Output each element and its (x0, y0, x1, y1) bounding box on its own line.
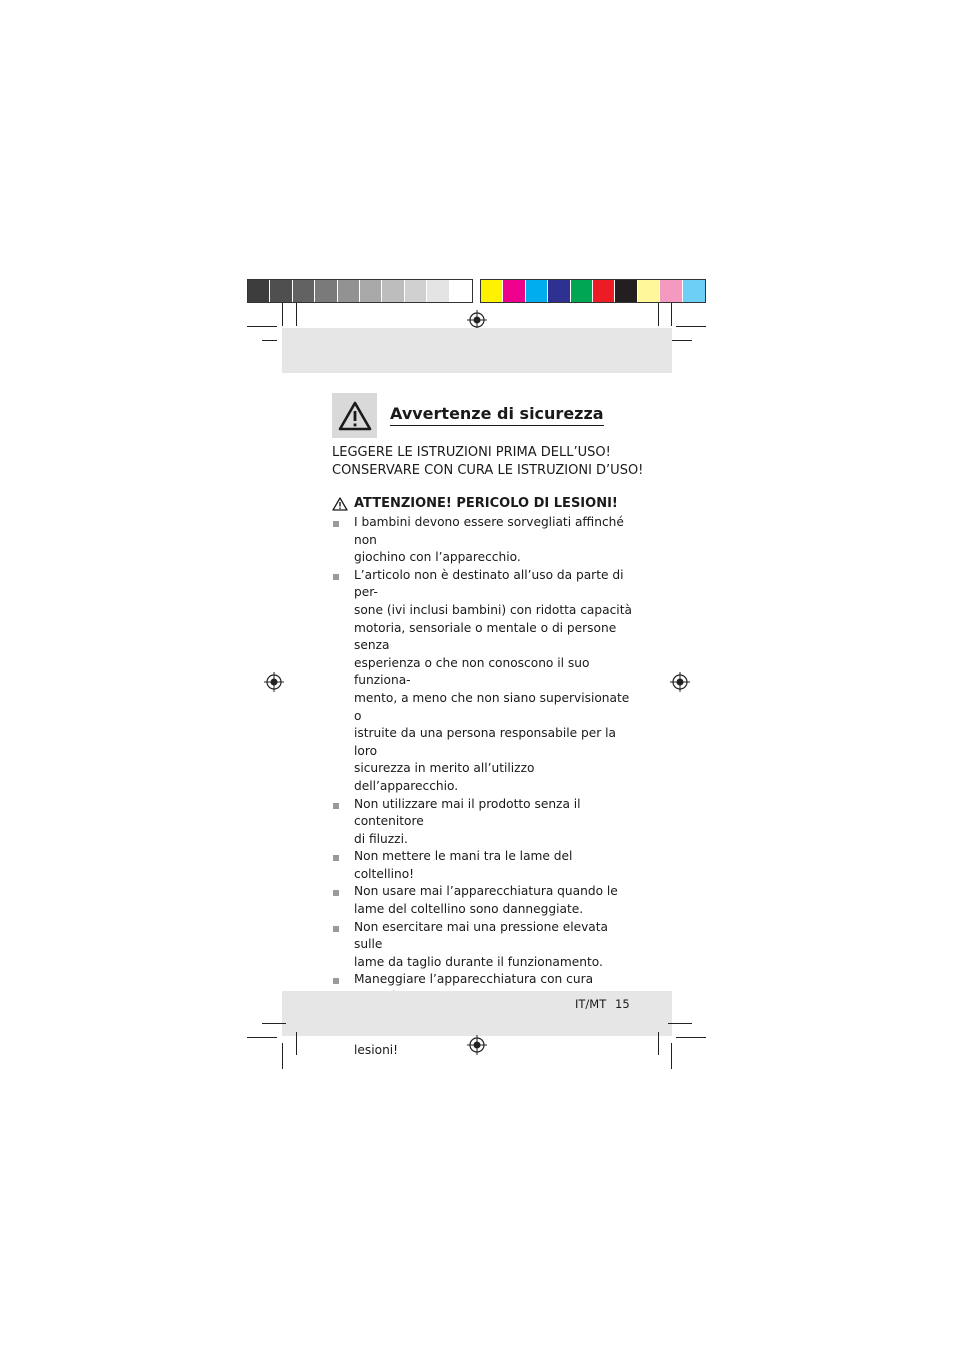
color-swatch (660, 280, 682, 302)
crop-mark (247, 1037, 277, 1038)
caution-heading (332, 496, 618, 511)
registration-mark-icon (467, 1035, 487, 1055)
intro-line-1: LEGGERE LE ISTRUZIONI PRIMA DELL’USO! (332, 445, 611, 460)
crop-mark (658, 1032, 659, 1055)
color-swatch (615, 280, 637, 302)
header-band (282, 328, 672, 373)
footer-band (282, 991, 672, 1036)
list-item (332, 848, 632, 883)
list-item-text: L’articolo non è destinato all’uso da parte di per- sone (ivi inclusi bambini) con ridotta capacità motoria, sensoriale o mentale o di persone senza esperienza o che non conoscono il suo funziona- mento, a meno che non siano supervisionate o istruite da una persona responsabile per la loro sicurezza in merito all’utilizzo dell’apparecchio. (354, 567, 632, 793)
list-item (332, 919, 632, 972)
list-item-text: Non mettere le mani tra le lame del coltellino! (354, 849, 573, 881)
bullet-square-icon (333, 521, 339, 527)
list-item-text: Non utilizzare mai il prodotto senza il contenitore di filuzzi. (354, 796, 581, 846)
page-number: 15 (615, 997, 630, 1011)
list-item-text: Non usare mai l’apparecchiatura quando le lame del coltellino sono danneggiate. (354, 884, 618, 917)
registration-mark-icon (264, 672, 284, 692)
color-swatch (450, 280, 472, 302)
warning-triangle-small-icon (332, 497, 348, 511)
crop-mark (282, 303, 283, 326)
color-swatch (405, 280, 427, 302)
list-item-text: Maneggiare l’apparecchiatura con cura lesioni! (354, 972, 594, 1057)
registration-mark-icon (670, 672, 690, 692)
crop-mark (296, 1032, 297, 1055)
crop-mark (296, 303, 297, 326)
color-swatch (360, 280, 382, 302)
list-item-text: Non esercitare mai una pressione elevata sulle lame da taglio durante il funzionamento. (354, 919, 609, 969)
color-swatch (270, 280, 292, 302)
bullet-square-icon (333, 890, 339, 896)
list-item (332, 796, 632, 849)
crop-mark (671, 303, 672, 326)
list-item-text: I bambini devono essere sorvegliati affinché non giochino con l’apparecchio. (354, 515, 624, 565)
gray-calibration-bar (247, 279, 473, 303)
crop-mark (676, 1037, 706, 1038)
warning-triangle-icon (338, 401, 372, 431)
intro-text (332, 444, 643, 479)
color-swatch (548, 280, 570, 302)
color-swatch (481, 280, 503, 302)
list-item (332, 883, 632, 918)
footer-language: IT/MT (575, 997, 607, 1011)
list-item (332, 567, 632, 796)
color-swatch (638, 280, 660, 302)
crop-mark (658, 303, 659, 326)
registration-mark-icon (467, 310, 487, 330)
bullet-square-icon (333, 978, 339, 984)
crop-mark (262, 340, 277, 341)
color-swatch (315, 280, 337, 302)
color-swatch (338, 280, 360, 302)
warning-icon-box (332, 393, 377, 438)
color-swatch (683, 280, 705, 302)
crop-mark (282, 1043, 283, 1069)
crop-mark (262, 1023, 286, 1024)
color-swatch (571, 280, 593, 302)
intro-line-2: CONSERVARE CON CURA LE ISTRUZIONI D’USO! (332, 462, 644, 478)
bullet-square-icon (333, 855, 339, 861)
safety-list (332, 514, 632, 1059)
color-swatch (293, 280, 315, 302)
color-swatch (503, 280, 525, 302)
crop-mark (671, 1043, 672, 1069)
color-swatch (248, 280, 270, 302)
color-swatch (382, 280, 404, 302)
crop-mark (676, 326, 706, 327)
color-swatch (526, 280, 548, 302)
bullet-square-icon (333, 803, 339, 809)
color-swatch (427, 280, 449, 302)
crop-mark (668, 1023, 692, 1024)
bullet-square-icon (333, 926, 339, 932)
color-calibration-bar (480, 279, 706, 303)
section-title: Avvertenze di sicurezza (390, 404, 604, 426)
list-item (332, 514, 632, 567)
caution-label: ATTENZIONE! PERICOLO DI LESIONI! (354, 496, 618, 511)
color-swatch (593, 280, 615, 302)
crop-mark (247, 326, 277, 327)
bullet-square-icon (333, 574, 339, 580)
